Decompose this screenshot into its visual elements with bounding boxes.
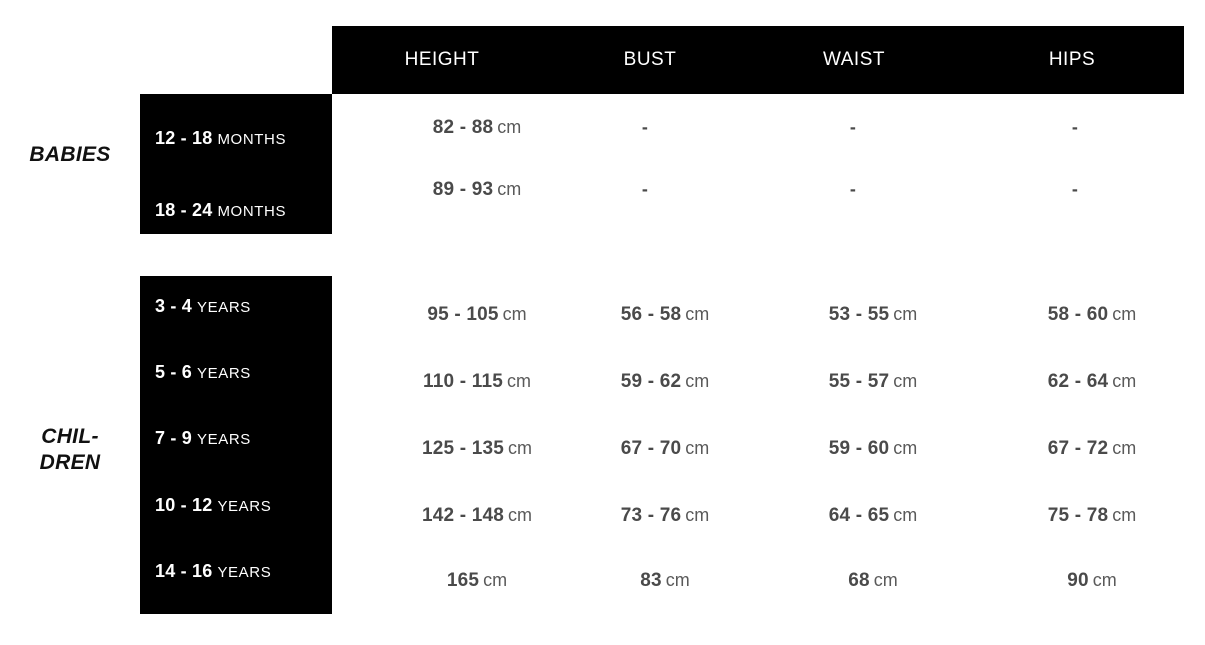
value-unit: cm bbox=[893, 371, 918, 391]
value-unit: cm bbox=[508, 505, 533, 525]
value-number: 125 - 135 bbox=[421, 438, 505, 459]
value-number: 58 - 60 bbox=[1047, 304, 1109, 325]
value-unit: cm bbox=[507, 371, 531, 391]
value-number: 53 - 55 bbox=[828, 304, 890, 325]
value-number: 67 - 70 bbox=[620, 438, 682, 459]
size-cell-12-18-months bbox=[140, 128, 332, 149]
value-unit: cm bbox=[1112, 304, 1137, 324]
value-unit: cm bbox=[685, 371, 710, 391]
value-children-1-hips bbox=[982, 304, 1202, 326]
size-value: 18 - 24 bbox=[155, 200, 213, 220]
value-number: 73 - 76 bbox=[620, 505, 682, 526]
size-unit: MONTHS bbox=[217, 131, 287, 148]
value-children-5-bust bbox=[552, 570, 778, 592]
value-unit: cm bbox=[1112, 438, 1137, 458]
value-number: - bbox=[641, 179, 649, 199]
size-value: 7 - 9 bbox=[155, 428, 193, 448]
table-header-band bbox=[332, 26, 1184, 94]
size-cell-5-6-years bbox=[140, 362, 332, 383]
value-unit: cm bbox=[1112, 371, 1137, 391]
value-children-2-waist bbox=[760, 371, 986, 393]
value-number: 67 - 72 bbox=[1047, 438, 1109, 459]
size-value: 5 - 6 bbox=[155, 362, 193, 382]
size-unit: YEARS bbox=[197, 365, 251, 382]
size-cell-10-12-years bbox=[140, 495, 332, 516]
value-unit: cm bbox=[893, 438, 918, 458]
size-value: 12 - 18 bbox=[155, 128, 213, 148]
value-number: 75 - 78 bbox=[1047, 505, 1109, 526]
value-number: 142 - 148 bbox=[421, 505, 505, 526]
value-unit: cm bbox=[893, 505, 918, 525]
value-children-2-bust bbox=[552, 371, 778, 393]
value-number: - bbox=[641, 117, 649, 137]
size-column-babies bbox=[140, 94, 332, 234]
size-unit: YEARS bbox=[217, 564, 272, 581]
value-number: - bbox=[1071, 179, 1079, 199]
value-children-5-waist bbox=[760, 570, 986, 592]
size-unit: MONTHS bbox=[217, 203, 287, 220]
value-unit: cm bbox=[1112, 505, 1137, 525]
size-unit: YEARS bbox=[197, 299, 251, 316]
value-number: 55 - 57 bbox=[828, 371, 890, 392]
size-unit: YEARS bbox=[217, 498, 272, 515]
value-number: 165 bbox=[446, 570, 480, 591]
size-value: 3 - 4 bbox=[155, 296, 193, 316]
value-unit: cm bbox=[1092, 570, 1117, 590]
value-children-3-bust bbox=[552, 438, 778, 460]
value-number: 83 bbox=[640, 570, 662, 591]
value-number: - bbox=[849, 117, 857, 137]
column-header-waist: WAIST bbox=[823, 49, 885, 70]
value-children-1-waist bbox=[760, 304, 986, 326]
value-babies-1-waist bbox=[760, 117, 946, 138]
size-cell-7-9-years bbox=[140, 428, 332, 449]
column-header-height: HEIGHT bbox=[404, 49, 480, 70]
value-babies-2-bust bbox=[552, 179, 738, 200]
group-label-children-line1: CHIL- bbox=[41, 425, 99, 448]
value-children-1-bust bbox=[552, 304, 778, 326]
value-unit: cm bbox=[665, 570, 690, 590]
value-number: 62 - 64 bbox=[1047, 371, 1109, 392]
value-children-4-waist bbox=[760, 505, 986, 527]
column-header-bust: BUST bbox=[623, 49, 677, 70]
size-value: 10 - 12 bbox=[155, 495, 213, 515]
value-unit: cm bbox=[685, 304, 710, 324]
group-label-children bbox=[0, 424, 140, 476]
value-unit: cm bbox=[893, 304, 918, 324]
value-babies-1-bust bbox=[552, 117, 738, 138]
value-number: 59 - 60 bbox=[828, 438, 890, 459]
value-unit: cm bbox=[873, 570, 898, 590]
size-column-children bbox=[140, 276, 332, 614]
value-number: 59 - 62 bbox=[620, 371, 682, 392]
value-unit: cm bbox=[685, 505, 710, 525]
value-babies-1-hips bbox=[982, 117, 1168, 138]
value-unit: cm bbox=[685, 438, 710, 458]
value-number: 90 bbox=[1067, 570, 1089, 591]
value-number: 64 - 65 bbox=[828, 505, 890, 526]
size-unit: YEARS bbox=[197, 431, 251, 448]
value-number: 95 - 105 bbox=[427, 304, 499, 325]
value-number: - bbox=[1071, 117, 1079, 137]
value-unit: cm bbox=[497, 179, 522, 199]
group-label-children-line2: DREN bbox=[39, 451, 101, 474]
value-children-3-hips bbox=[982, 438, 1202, 460]
value-number: 56 - 58 bbox=[620, 304, 682, 325]
value-unit: cm bbox=[497, 117, 522, 137]
value-children-4-hips bbox=[982, 505, 1202, 527]
value-number: 82 - 88 bbox=[432, 117, 494, 138]
value-unit: cm bbox=[483, 570, 508, 590]
value-children-2-hips bbox=[982, 371, 1202, 393]
group-label-babies: BABIES bbox=[29, 143, 111, 166]
size-cell-14-16-years bbox=[140, 561, 332, 582]
value-children-5-hips bbox=[982, 570, 1202, 592]
value-unit: cm bbox=[508, 438, 533, 458]
value-babies-2-waist bbox=[760, 179, 946, 200]
value-number: 110 - 115 bbox=[423, 371, 503, 392]
value-children-3-waist bbox=[760, 438, 986, 460]
size-cell-3-4-years bbox=[140, 296, 332, 317]
value-unit: cm bbox=[502, 304, 527, 324]
column-header-hips: HIPS bbox=[1048, 49, 1096, 70]
value-number: - bbox=[849, 179, 857, 199]
size-value: 14 - 16 bbox=[155, 561, 213, 581]
value-number: 89 - 93 bbox=[432, 179, 494, 200]
value-number: 68 bbox=[848, 570, 870, 591]
size-cell-18-24-months bbox=[140, 200, 332, 221]
value-babies-2-hips bbox=[982, 179, 1168, 200]
value-children-4-bust bbox=[552, 505, 778, 527]
